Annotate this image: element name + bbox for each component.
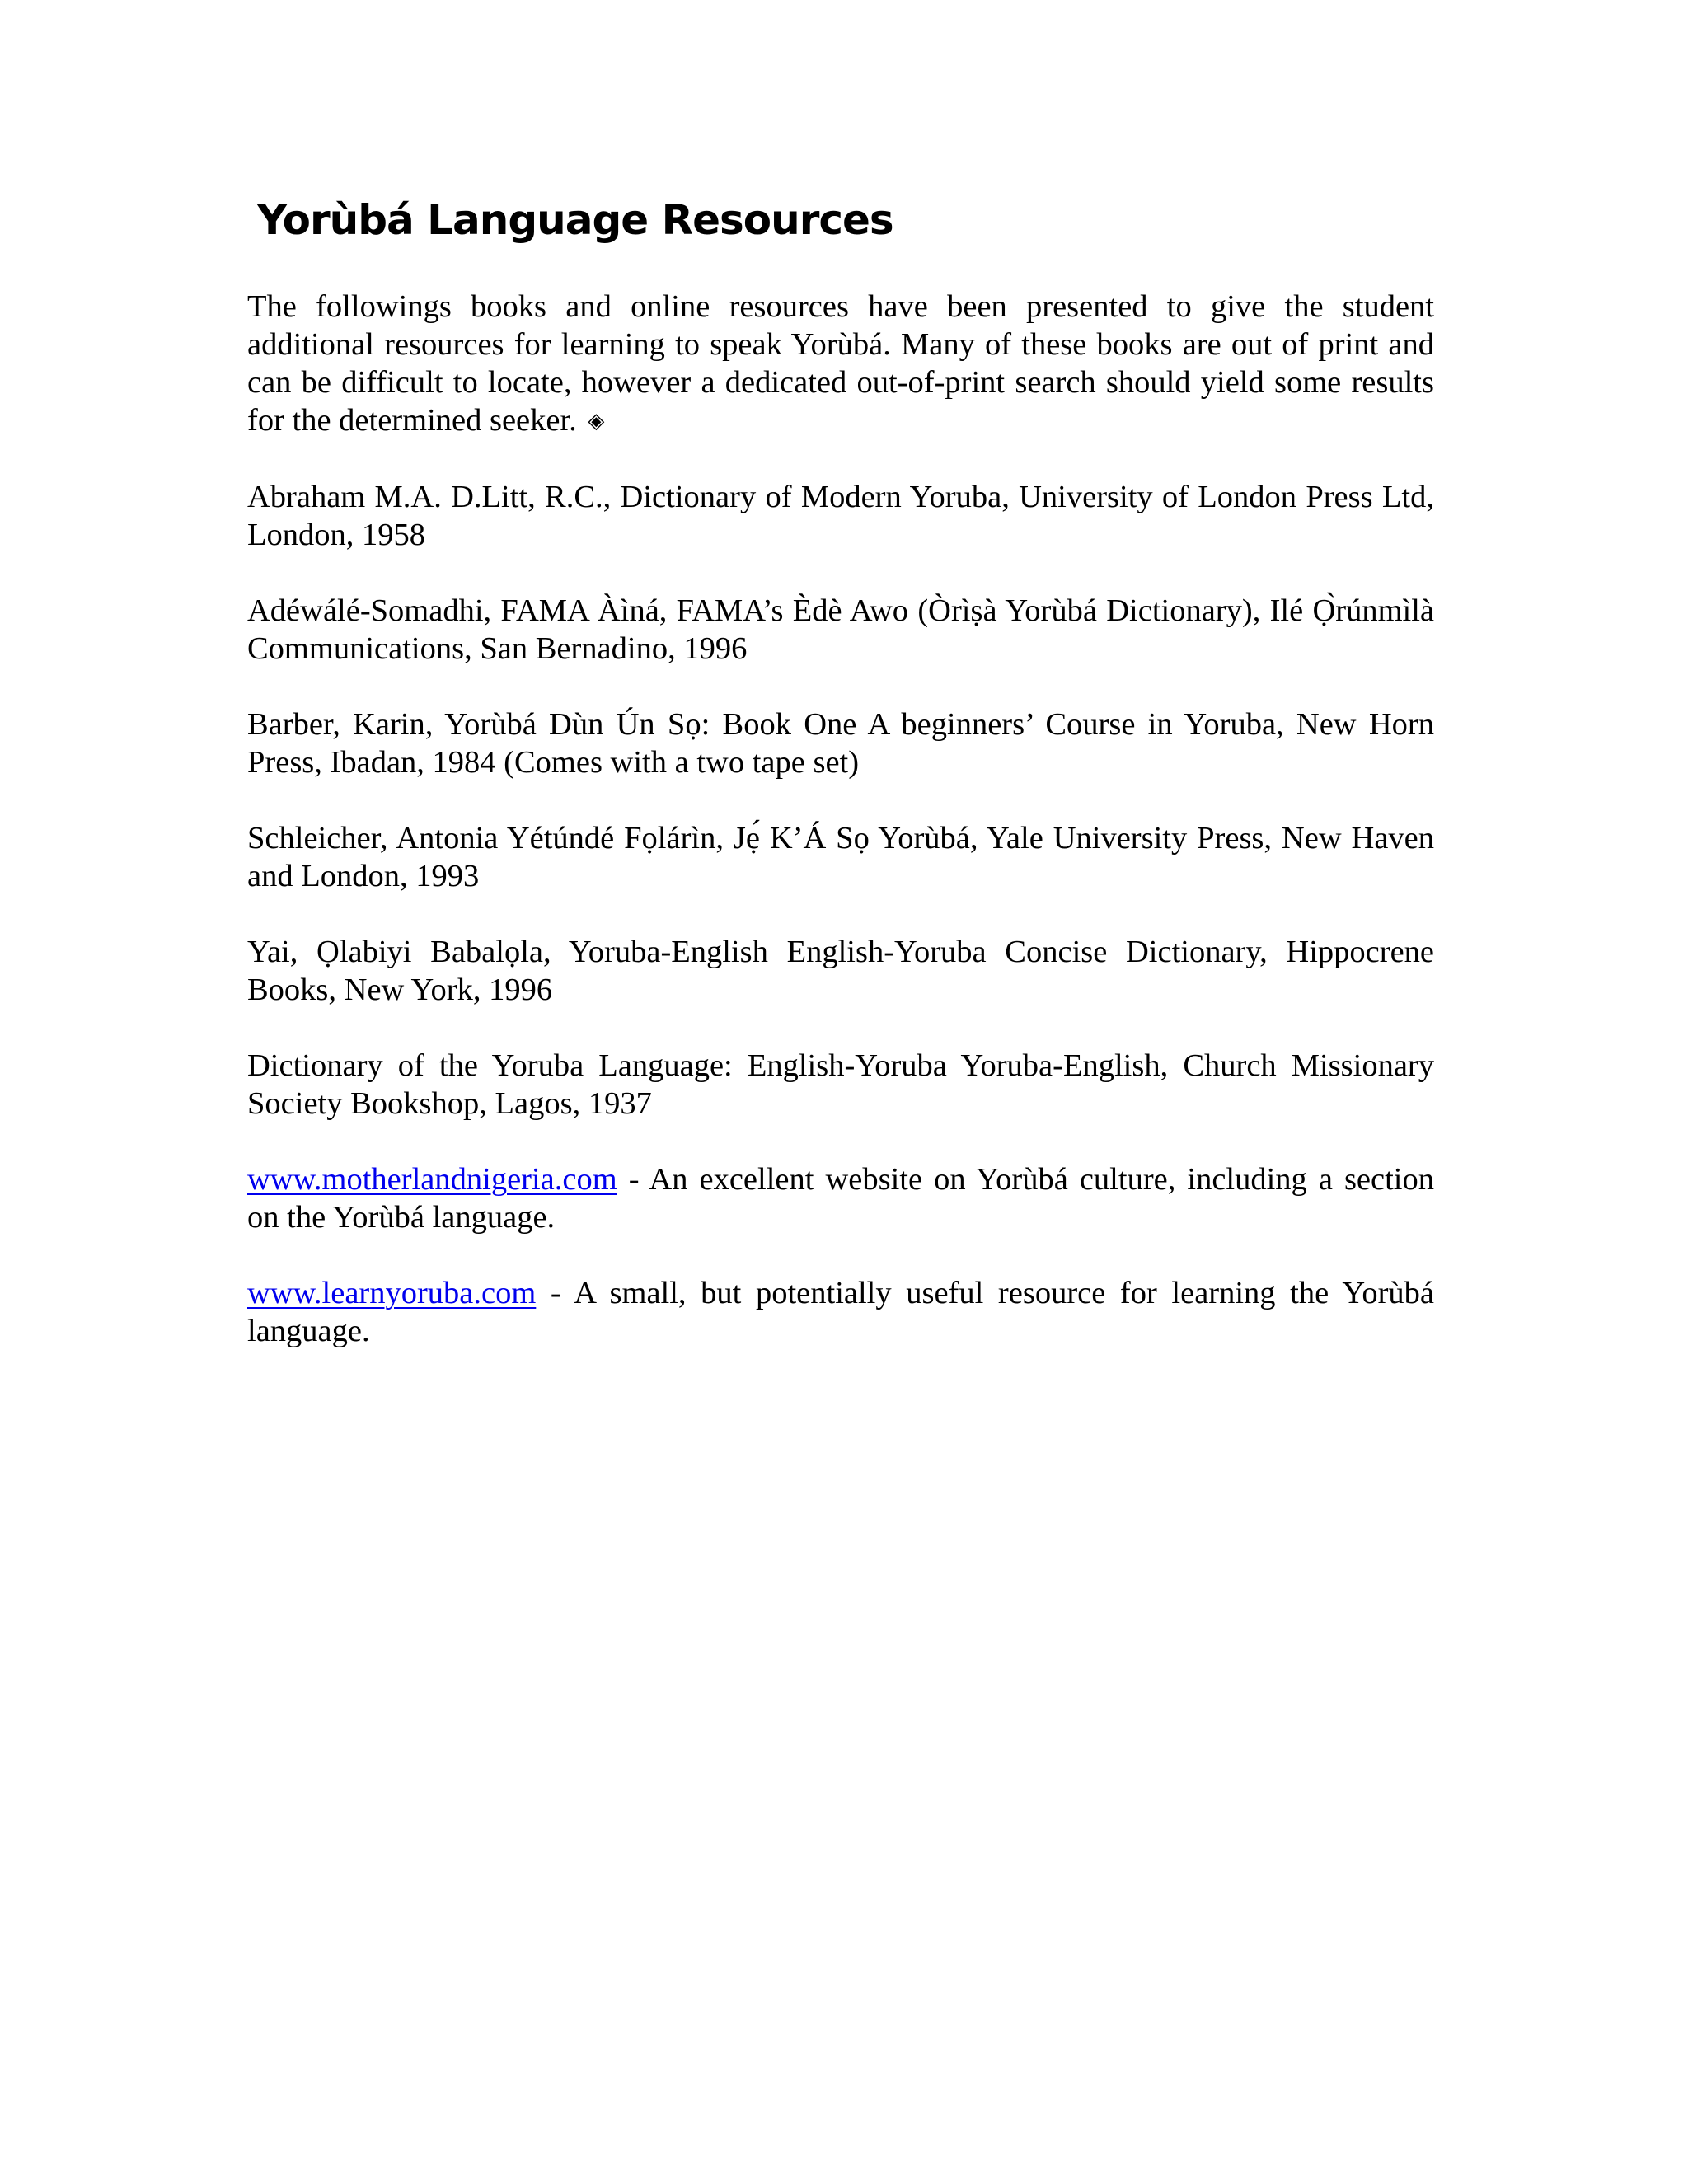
learnyoruba-link[interactable]: www.learnyoruba.com (247, 1276, 537, 1310)
document-body (247, 288, 1434, 1388)
book-entry: Abraham M.A. D.Litt, R.C., Dictionary of Modern Yoruba, University of London Press Ltd, London, 1958 (247, 480, 1434, 552)
page-title: Yorùbá Language Resources (257, 196, 893, 244)
web-resource-entry (247, 1274, 1434, 1350)
web-resource-entry (247, 1160, 1434, 1236)
intro-text: The followings books and online resources have been presented to give the student additional resources for learning to speak Yorùbá. Many of these books are out of print and can be difficult to locate, however a dedicated out-of-print search should yield some results for the determined seeker. (247, 289, 1434, 438)
web-resource-description: - An excellent website on Yorùbá culture, including a section on the Yorùbá language. (247, 1162, 1434, 1235)
book-entry: Schleicher, Antonia Yétúndé Fọlárìn, Jẹ́ K’Á Sọ Yorùbá, Yale University Press, New Haven and London, 1993 (247, 821, 1434, 893)
web-resource-description: - A small, but potentially useful resource for learning the Yorùbá language. (247, 1276, 1434, 1348)
book-entry: Dictionary of the Yoruba Language: English-Yoruba Yoruba-English, Church Missionary Society Bookshop, Lagos, 1937 (247, 1048, 1434, 1121)
intro-paragraph (247, 288, 1434, 440)
book-entry: Barber, Karin, Yorùbá Dùn Ún Sọ: Book One A beginners’ Course in Yoruba, New Horn Press, Ibadan, 1984 (Comes with a two tape set) (247, 707, 1434, 780)
book-entry: Adéwálé-Somadhi, FAMA Àìná, FAMA’s Èdè Awo (Òrìṣà Yorùbá Dictionary), Ilé Ọ̀rúnmìlà Communications, San Bernadino, 1996 (247, 593, 1434, 666)
motherlandnigeria-link[interactable]: www.motherlandnigeria.com (247, 1162, 617, 1197)
book-entry: Yai, Ọlabiyi Babalọla, Yoruba-English English-Yoruba Concise Dictionary, Hippocrene Books, New York, 1996 (247, 935, 1434, 1007)
diamond-ornament-icon: ◈ (588, 409, 605, 434)
